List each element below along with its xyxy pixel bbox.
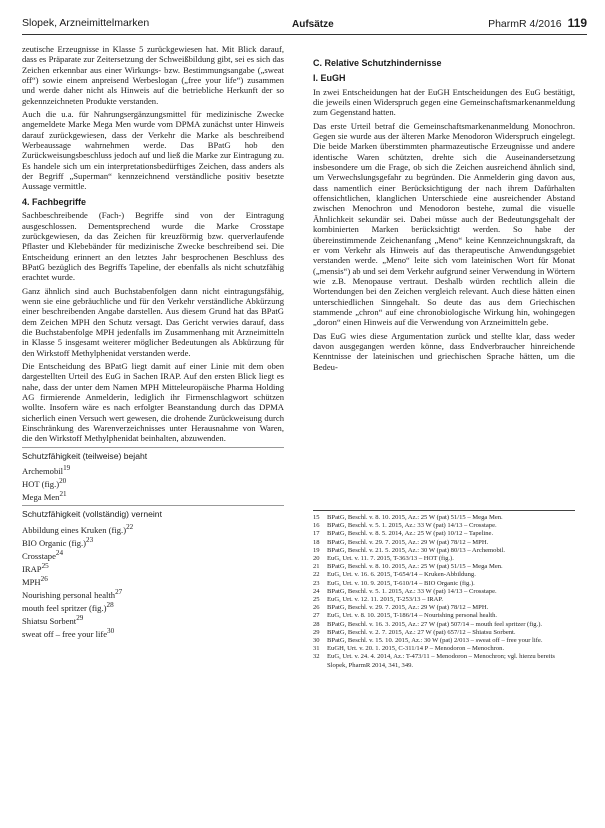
protectable-list (22, 463, 284, 502)
footnote (313, 563, 575, 571)
footnote (313, 629, 575, 637)
paragraph: Ganz ähnlich sind auch Buchstabenfolgen dann nicht eintragungsfähig, wenn sie eine gebräuchliche und für den Verkehr verständliche Abkürzung einer beschreibenden Angabe darstellen. Aus diesem Grund hat das BPatG dem Zeichen MPH den Schutz versagt. Das Gericht verwies darauf, dass die Buchstabenfolge MPH jedenfalls im Zusammenhang mit Arzneimitteln in Klasse 5 insgesamt weiterer möglicher Bedeutungen als Abkürzung für den Wirkstoff Methylphenidat verstanden werde. (22, 285, 284, 358)
list-item: Archemobil$^{19}$ (22, 464, 71, 476)
footnote-number: 20 (313, 555, 320, 563)
footnote (313, 596, 575, 604)
footnote (313, 547, 575, 555)
footnote-text: BPatG, Beschl. v. 29. 7. 2015, Az.: 29 W (pat) 78/12 – MPH. (327, 604, 489, 612)
list-item: IRAP$^{25}$ (22, 561, 49, 574)
right-column (313, 44, 575, 375)
footnote-number: 24 (313, 587, 320, 595)
footnote (313, 604, 575, 612)
footnote-number: 30 (313, 637, 320, 645)
footnote-text: BPatG, Beschl. v. 5. 1. 2015, Az.: 33 W (pat) 14/13 – Crosstape. (327, 587, 497, 595)
list-heading-protectable: Schutzfähigkeit (teilweise) bejaht (22, 447, 284, 461)
left-column (22, 44, 284, 641)
footnote-number: 28 (313, 620, 320, 628)
footnote-number: 19 (313, 546, 320, 554)
footnote (313, 539, 575, 547)
footnotes (313, 510, 575, 670)
list-item: mouth feel spritzer $(fig.)^{28}$ (22, 600, 114, 613)
footnote (313, 555, 575, 563)
subsection-heading: I. EuGH (313, 73, 346, 84)
running-head-section: Aufsätze (292, 19, 334, 30)
footnote-text: EuG, Urt. v. 16. 6. 2015, T-654/14 – Kruken-Abbildung. (327, 571, 476, 579)
footnote-text: BPatG, Beschl. v. 8. 10. 2015, Az.: 25 W (pat) 51/15 – Mega Men. (327, 563, 503, 571)
list-item: HOT $(fig.)^{20}$ (22, 477, 67, 489)
journal-issue: PharmR 4/2016 (488, 18, 562, 30)
footnote-text: EuG, Urt. v. 8. 10. 2015, T-186/14 – Nourishing personal health. (327, 612, 498, 620)
list-item: Nourishing personal health$^{27}$ (22, 587, 123, 600)
footnote-number: 22 (313, 571, 320, 579)
list-item: Shiatsu Sorbent$^{29}$ (22, 614, 84, 626)
running-head-author: Slopek, Arzneimittelmarken (22, 17, 150, 29)
list-item: Crosstape$^{24}$ (22, 548, 64, 561)
footnote-number: 26 (313, 604, 320, 612)
footnote-number: 18 (313, 538, 320, 546)
footnote (313, 514, 575, 522)
footnote (313, 530, 575, 538)
list-item: MPH$^{26}$ (22, 574, 48, 587)
footnote-text: BPatG, Beschl. v. 16. 3. 2015, Az.: 27 W (pat) 507/14 – mouth feel spritzer (fig.). (327, 620, 543, 628)
footnote (313, 580, 575, 588)
footnote-number: 16 (313, 522, 320, 530)
footnote-text: BPatG, Beschl. v. 8. 10. 2015, Az.: 25 W (pat) 51/15 – Mega Men. (327, 514, 503, 521)
paragraph: Das erste Urteil betraf die Gemeinschaftsmarkenanmeldung Monochron. Gegen sie wurde aus der älteren Marke Menodoron Widerspruch eingelegt. Die beide Marken überstimmten pharmazeutische Erzeugnisse und andere identische Waren schützten, drehte sich die Auseinandersetzung insbesondere um die Frage, ob sich die Zeichen ausreichend ähnlich sind, um Verwechslungsgefahr zu begründen. Die Anmelderin ging davon aus, dass namentlich einer Berücksichtigung der nach ihrem Dafürhalten offensichtlichen, klanglichen Unterschiede eine ausreichender Abstand zwischen Menochron und Menodoron bestehe, zumal die visuelle Ähnlichkeit sekundär sei. Dabei müsse auch der Bedeutungsgehalt der kombinierten Marken berücksichtigt werden. So habe der übereinstimmende Zeichenanfang „Meno“ keine Kennzeichnungskraft, da er vom Verkehr als Hinweis auf das therapeutische Anwendungsgebiet verstanden werde. „Meno“ leite sich vom lateinischen Wort für Monat („mensis“) ab und sei dem Verkehr aufgrund seiner Verwendung in Wörtern wie z.B. Menopause vertraut. Deshalb würden rechtlich allein die Wortendungen bei den Zeichen vergleich relevant. Auch diese hätten einen unterschiedlichen Sinngehalt. So deute das aus dem Griechischen stammende „chron“ auf eine chronobiologische Wirkung hin, wohingegen „doron“ einen Hinweis auf die Verwendung von Arzneimitteln gebe. (313, 120, 575, 328)
section-heading: C. Relative Schutzhindernisse (313, 58, 442, 68)
footnote (313, 621, 575, 629)
paragraph: Die Entscheidung des BPatG liegt damit auf einer Linie mit dem oben dargestellten Urteil des EuG in Sachen IRAP. Auf den ersten Blick liegt es nahe, dass der unter dem Namen MPH Mitteleuropäische Pharma Holding AG firmierende Anmelderin, lediglich ihr Firmenschlagwort schützen wollte. Insofern wäre es nach erfolgter Beanstandung durch das DPMA sicherlich einen Versuch wert gewesen, die drohende Zurückweisung durch Einschränkung des Warenverzeichnisses unter Herausnahme von Waren, die den Wirkstoff Methylphenidat beinhalten, abzuwenden. (22, 360, 284, 444)
footnote-number: 17 (313, 530, 320, 538)
footnote (313, 522, 575, 530)
not-protectable-list (22, 522, 284, 640)
footnote-number: 27 (313, 612, 320, 620)
list-item: sweat off – free your life$^{30}$ (22, 627, 115, 639)
footnote (313, 588, 575, 596)
page-number: 119 (567, 16, 587, 30)
footnote-text: BPatG, Beschl. v. 15. 10. 2015, Az.: 30 W (pat) 2/013 – sweat off – free your life. (327, 637, 543, 645)
paragraph: In zwei Entscheidungen hat der EuGH Entscheidungen des EuG bestätigt, die jeweils einen Widerspruch gegen eine Gemeinschaftsmarkenanmeldung zum Gegenstand hatten. (313, 86, 575, 118)
header-rule (22, 34, 587, 35)
running-head-journal (488, 16, 587, 30)
footnote-number: 32 (313, 653, 320, 661)
paragraph: zeutische Erzeugnisse in Klasse 5 zurückgewiesen hat. Mit Blick darauf, dass es Präparate zur Zeitersetzung der Schweißbildung gibt, sei es sich das Zeichen erkennbar aus einer Wirkungs- bzw. Bestimmungsangabe („sweat off“) sowie einem anpreisend Werbeslogan („free your life“) zusammen und werde daher nicht als Hinweis auf die betriebliche Herkunft der so gekennzeichneten Produkte verstanden. (22, 44, 284, 106)
footnote (313, 612, 575, 620)
footnote-number: 25 (313, 596, 320, 604)
paragraph: Sachbeschreibende (Fach-) Begriffe sind von der Eintragung ausgeschlossen. Dementsprechend wurde die Marke Crosstape zurückgewiesen, da das Zeichen für kreuzförmig bzw. querverlaufende Pflaster und Klebebänder für medizinische Zwecke beschreibend sei. Die Entscheidung erinnert an den letztes Jahr besprochenen Beschluss des BPatG bezüglich des Begriffs Tapeline, der ebenfalls als nicht schutzfähig erachtet wurde. (22, 210, 284, 283)
footnote-text: EuGH, Urt. v. 20. 1. 2015, C-311/14 P – Menodoron – Menochron. (327, 645, 505, 653)
list-item: Abbildung eines Kruken $(fig.)^{22}$ (22, 522, 134, 535)
footnote-number: 15 (313, 514, 320, 521)
footnote-text: BPatG, Beschl. v. 29. 7. 2015, Az.: 29 W (pat) 78/12 – MPH. (327, 538, 489, 546)
section-heading: 4. Fachbegriffe (22, 196, 87, 207)
page-header (22, 14, 587, 34)
footnote-number: 29 (313, 628, 320, 636)
list-heading-not-protectable: Schutzfähigkeit (vollständig) verneint (22, 505, 284, 519)
footnote-text: BPatG, Beschl. v. 2. 7. 2015, Az.: 27 W (pat) 657/12 – Shiatsu Sorbent. (327, 628, 516, 636)
list-item: BIO Organic $(fig.)^{23}$ (22, 535, 94, 548)
footnote (313, 637, 575, 645)
footnote-text: EuG, Urt. v. 24. 4. 2014, Az.: T-473/11 – Menodoron – Menochron; vgl. hierzu bereits Slopek, PharmR 2014, 341, 349. (327, 653, 555, 669)
footnote (313, 645, 575, 653)
paragraph: Das EuG wies diese Argumentation zurück und stellte klar, dass weder davon ausgegangen werden könne, dass Endverbraucher hinreichende Kenntnisse der lateinischen und griechischen Sprache hätten, um die Bedeu- (313, 330, 575, 372)
footnote-text: EuG, Urt. v. 11. 7. 2015, T-363/13 – HOT (fig.). (327, 555, 454, 563)
footnote-text: BPatG, Beschl. v. 21. 5. 2015, Az.: 30 W (pat) 80/13 – Archemobil. (327, 546, 506, 554)
footnote-text: BPatG, Beschl. v. 5. 1. 2015, Az.: 33 W (pat) 14/13 – Crosstape. (327, 522, 497, 530)
footnote (313, 653, 575, 669)
footnote-number: 31 (313, 645, 320, 653)
footnote-text: EuG, Urt. v. 10. 9. 2015, T-610/14 – BIO Organic (fig.). (327, 579, 475, 587)
footnote-number: 21 (313, 563, 320, 571)
paragraph: Auch die u.a. für Nahrungsergänzungsmittel für medizinische Zwecke angemeldete Marke Mega Men wurde vom DPMA zunächst unter Hinweis darauf zurückgewiesen, dass der Verkehr die Marke als beschreibend Werbeaussage wahrnehmen werde. Das BPatG hob den Zurückweisungsbeschluss jedoch auf und ließ die Marke zur Eintragung zu. Es handele sich um ein interpretationsbedürftiges Zeichen, dass anders als der Begriff „Superman“ kennzeichnend verständliche positiv besetzte Aussage vermittle. (22, 109, 284, 192)
footnote-number: 23 (313, 579, 320, 587)
footnote-text: EuG, Urt. v. 12. 11. 2015, T-253/13 – IRAP. (327, 596, 444, 604)
footnote-text: BPatG, Beschl. v. 8. 5. 2014, Az.: 25 W (pat) 10/12 – Tapeline. (327, 530, 494, 538)
footnote (313, 571, 575, 579)
list-item: Mega Men$^{21}$ (22, 490, 67, 503)
